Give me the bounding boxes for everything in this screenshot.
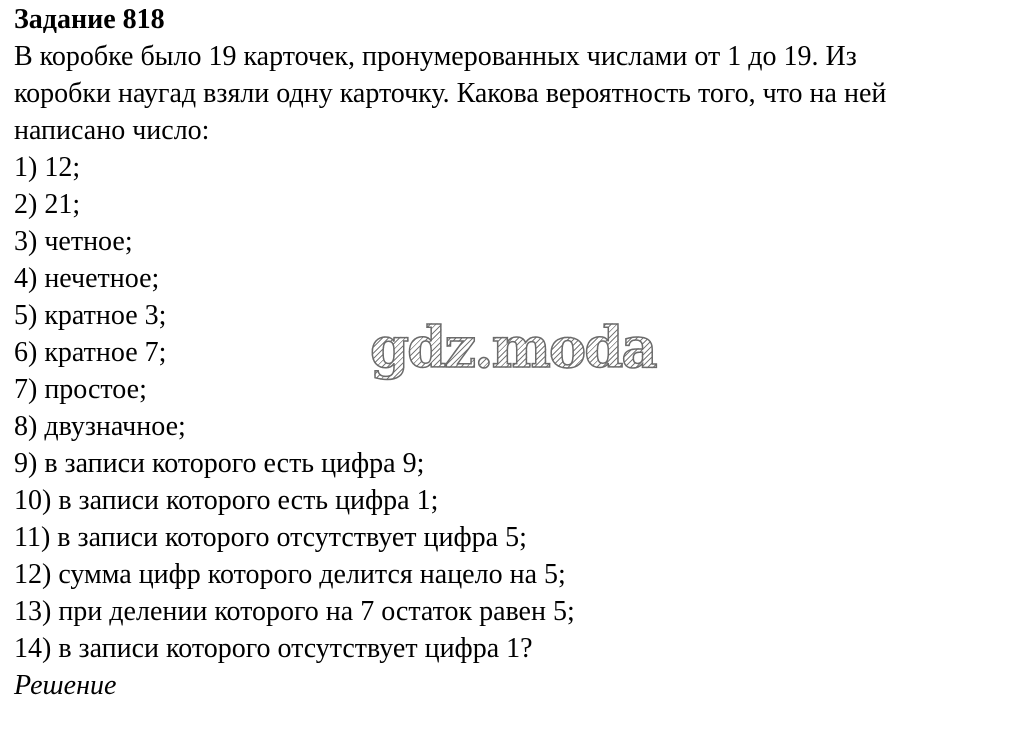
- problem-line: В коробке было 19 карточек, пронумерованных числами от 1 до 19. Из: [14, 41, 857, 72]
- question-item: 10) в записи которого есть цифра 1;: [14, 485, 439, 516]
- question-item: 14) в записи которого отсутствует цифра 1?: [14, 633, 533, 664]
- problem-statement: [14, 38, 1030, 149]
- watermark-logo: gdz.moda: [370, 315, 656, 381]
- question-item: 7) простое;: [14, 374, 147, 405]
- question-item: 12) сумма цифр которого делится нацело на 5;: [14, 559, 566, 590]
- question-item: 11) в записи которого отсутствует цифра 5;: [14, 522, 527, 553]
- question-item: 8) двузначное;: [14, 411, 186, 442]
- question-item: 2) 21;: [14, 189, 81, 220]
- question-item: 3) четное;: [14, 226, 133, 257]
- solution-label: Решение: [14, 670, 117, 701]
- task-title: Задание 818: [14, 4, 165, 35]
- question-list: [14, 149, 1030, 667]
- question-item: 1) 12;: [14, 152, 81, 183]
- question-item: 5) кратное 3;: [14, 300, 167, 331]
- question-item: 9) в записи которого есть цифра 9;: [14, 448, 425, 479]
- problem-line: коробки наугад взяли одну карточку. Какова вероятность того, что на ней: [14, 78, 887, 109]
- question-item: 4) нечетное;: [14, 263, 160, 294]
- question-item: 13) при делении которого на 7 остаток равен 5;: [14, 596, 575, 627]
- question-item: 6) кратное 7;: [14, 337, 167, 368]
- problem-line: написано число:: [14, 115, 210, 146]
